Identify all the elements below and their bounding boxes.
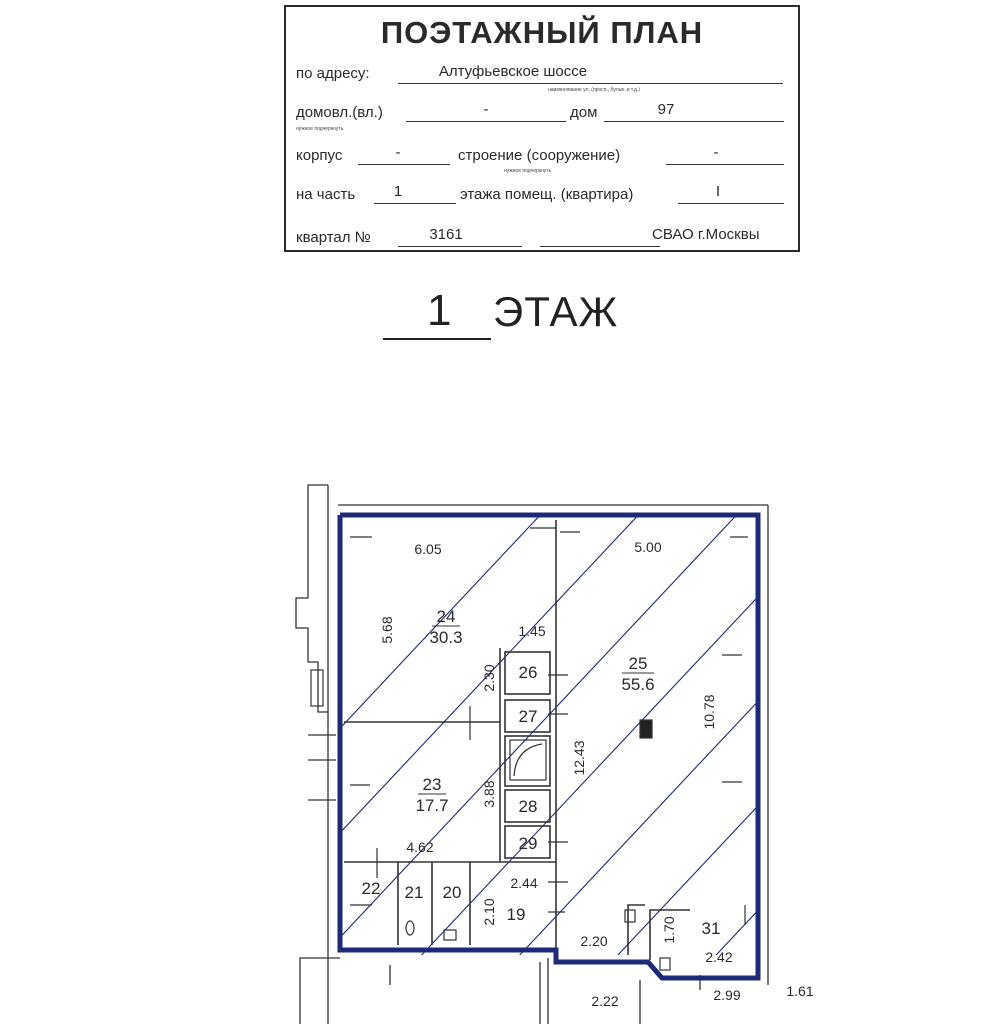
block-value: 3161 [429,226,463,243]
stroenie-hint: нужное подчеркнуть [504,168,552,174]
dimension-label: 3.88 [481,780,497,808]
address-label: по адресу: [296,65,370,82]
toilet-symbol [406,921,414,935]
floor-value: I [715,183,721,200]
floor-label: этажа помещ. (квартира) [460,186,634,203]
floor-number: 1 [427,286,452,335]
room-labels [362,607,721,938]
exterior-walls [296,485,768,1024]
stroenie-value: - [713,144,719,161]
room-number: 22 [361,879,381,898]
room-number: 20 [442,883,462,902]
domovl-label: домовл.(вл.) [296,104,383,121]
dimension-label: 10.78 [701,694,717,730]
sink-symbol [444,930,456,940]
dimension-label: 2.10 [481,898,497,926]
dimension-label: 1.61 [786,983,814,999]
stair-curve [514,744,542,776]
room-number: 23 [422,775,442,794]
room-number: 26 [518,663,538,682]
column-marker [640,720,652,738]
korpus-label: корпус [296,147,343,164]
room-number: 21 [404,883,424,902]
room-number: 24 [436,607,456,626]
dimension-label: 1.45 [518,623,546,639]
dimension-label: 2.99 [713,987,741,1003]
dimension-label: 6.05 [414,541,442,557]
stamp-title: ПОЭТАЖНЫЙ ПЛАН [380,15,704,50]
house-label: дом [570,104,598,121]
room-number: 31 [701,919,721,938]
domovl-hint: нужное подчеркнуть [296,126,344,132]
room-number: 27 [518,707,538,726]
dimension-label: 12.43 [571,740,587,776]
dimension-label: 2.44 [510,875,538,891]
block-label: квартал № [296,229,371,246]
room-area: 17.7 [415,796,449,815]
dimension-label: 1.70 [661,916,677,944]
dimension-label: 2.30 [481,664,497,692]
district-value: СВАО г.Москвы [652,226,760,243]
dimension-label: 2.22 [591,993,619,1009]
dimension-label: 2.20 [580,933,608,949]
room-area: 30.3 [429,628,463,647]
dimension-label: 5.68 [379,616,395,644]
room-area: 55.6 [621,675,655,694]
fixture-31a [625,910,635,922]
part-label: на часть [296,186,356,203]
address-value: Алтуфьевское шоссе [438,63,588,80]
room-number: 25 [628,654,648,673]
house-value: 97 [657,101,675,118]
fixtures [406,720,670,970]
stroenie-label: строение (сооружение) [458,147,621,164]
floor-word: ЭТАЖ [493,288,619,335]
window-markers [308,528,748,925]
room-number: 28 [518,797,538,816]
domovl-value: - [483,101,489,118]
korpus-value: - [395,144,401,161]
address-hint: наименование ул. (просп., бульв. и т.д.) [548,87,640,93]
room-number: 29 [518,834,538,853]
premises-outline [340,515,758,978]
fixture-31b [660,958,670,970]
dimension-label: 4.62 [406,839,434,855]
part-value: 1 [393,183,403,200]
dimension-label: 2.42 [705,949,733,965]
room-number: 19 [506,905,526,924]
stair-symbol [510,740,546,780]
dimension-label: 5.00 [634,539,662,555]
